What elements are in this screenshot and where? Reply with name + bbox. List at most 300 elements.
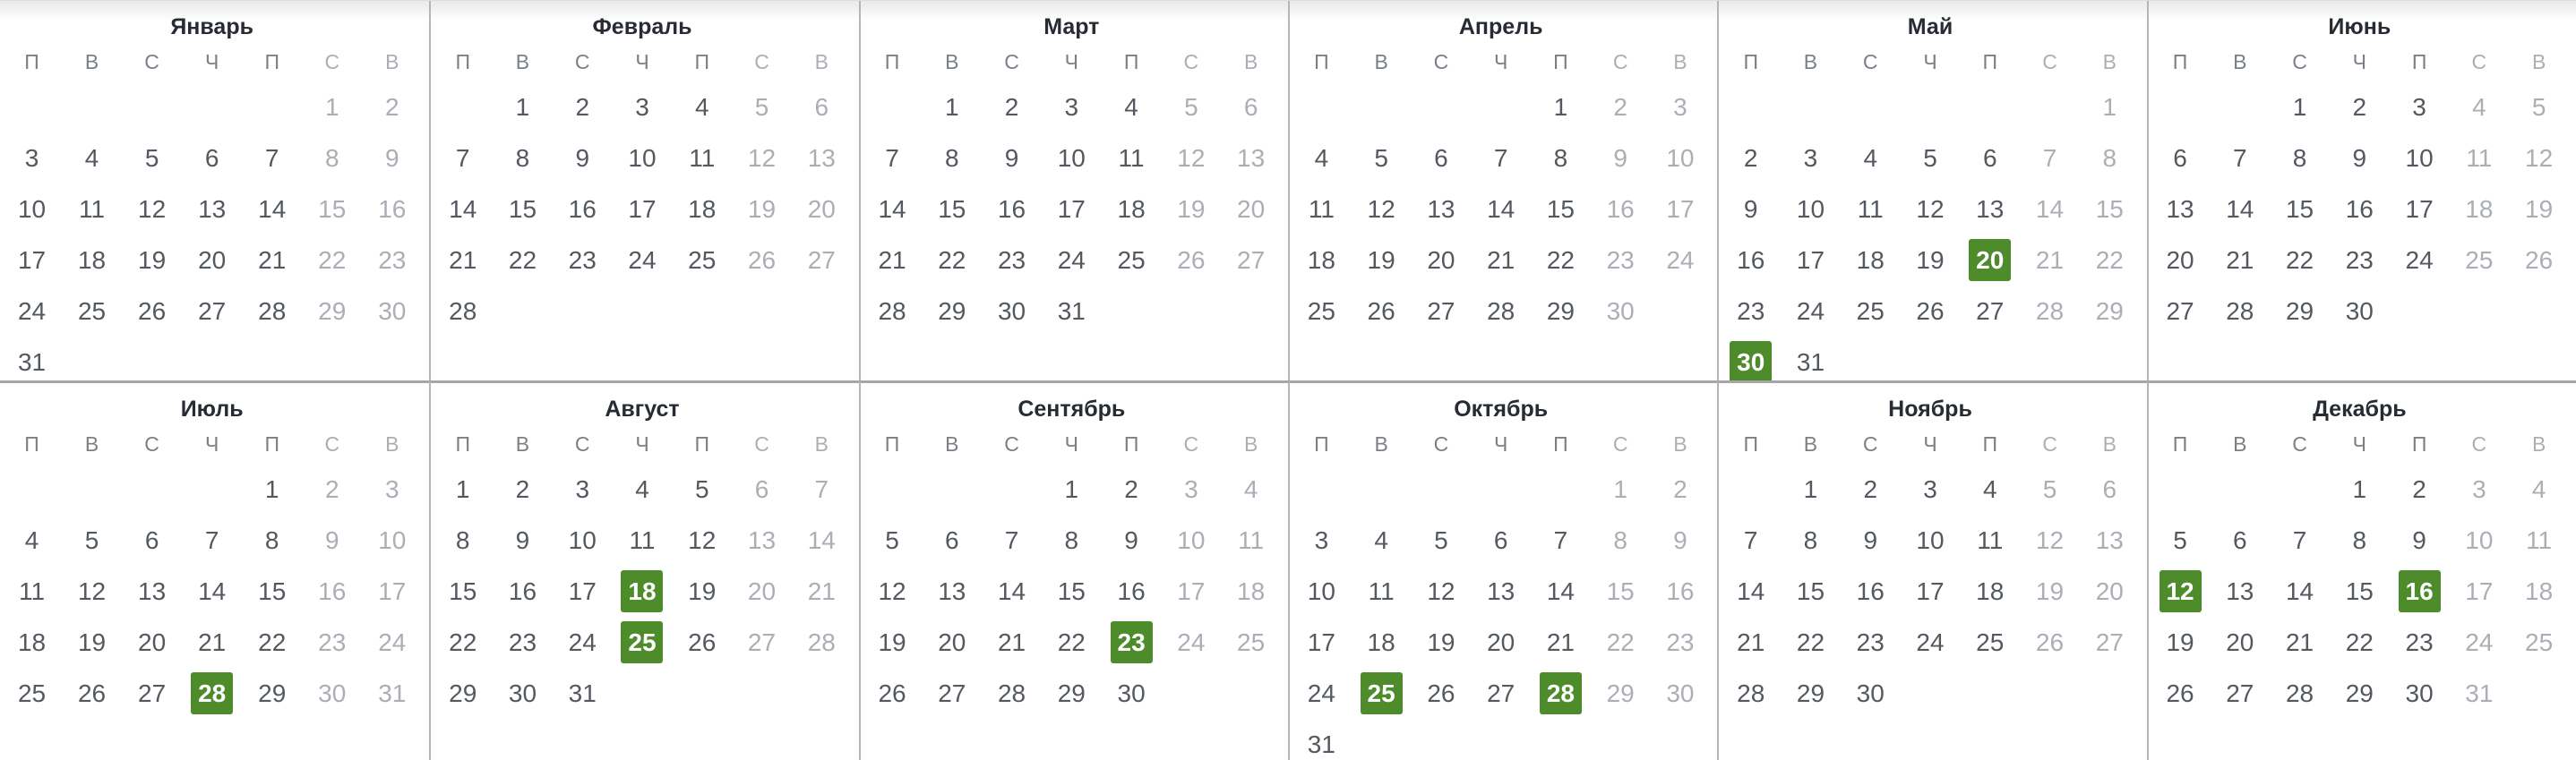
day-cell (362, 286, 422, 337)
day-cell (182, 566, 242, 617)
weekday-header-cell: Ч (2352, 431, 2366, 456)
weekday-header-cell: В (2233, 431, 2247, 456)
day-cell-highlighted[interactable] (613, 566, 673, 617)
day-cell (2270, 132, 2330, 184)
weekday-header-cell: П (455, 431, 470, 456)
day-cell (1841, 286, 1901, 337)
day-cell-highlighted[interactable] (1721, 337, 1781, 380)
day-cell (1841, 464, 1901, 515)
day-cell (302, 464, 362, 515)
day-cell (302, 235, 362, 286)
empty-cell (613, 337, 673, 380)
day-number: 21 (878, 245, 906, 274)
day-cell (1471, 617, 1531, 668)
day-number: 16 (1666, 576, 1695, 605)
day-cell (1221, 235, 1281, 286)
day-cell (242, 184, 302, 235)
day-cell-highlighted[interactable] (2151, 566, 2211, 617)
day-cell (2509, 81, 2569, 132)
day-number: 17 (1177, 576, 1206, 605)
day-cell (2080, 515, 2140, 566)
day-number: 28 (1487, 296, 1516, 325)
day-cell (1102, 464, 1162, 515)
empty-cell (863, 719, 923, 760)
day-cell (1042, 566, 1102, 617)
day-number: 28 (258, 296, 287, 325)
empty-cell (1102, 337, 1162, 380)
day-cell (732, 235, 792, 286)
day-number: 11 (2526, 525, 2553, 554)
month-title: Июль (180, 397, 244, 422)
empty-cell (922, 337, 982, 380)
day-cell (433, 566, 493, 617)
day-number: 10 (2405, 143, 2434, 172)
day-number: 25 (1976, 628, 2005, 656)
month-panel (2147, 1, 2576, 380)
day-cell (1102, 184, 1162, 235)
day-number: 9 (1124, 525, 1138, 554)
day-number: 14 (2285, 576, 2314, 605)
weekday-header-cell: В (2102, 431, 2117, 456)
day-cell (1042, 184, 1102, 235)
day-cell (982, 235, 1042, 286)
day-cell-highlighted[interactable] (1531, 668, 1591, 719)
weekday-header-cell: Ч (1923, 431, 1937, 456)
day-cell (362, 515, 422, 566)
weekday-header-cell: С (2292, 431, 2307, 456)
day-number: 2 (2412, 474, 2426, 503)
day-number: 10 (1916, 525, 1945, 554)
day-cell (553, 566, 613, 617)
day-cell (553, 235, 613, 286)
month-panel (1717, 1, 2146, 380)
day-number: 7 (885, 143, 899, 172)
day-number: 8 (1613, 525, 1627, 554)
day-number: 23 (2405, 628, 2434, 656)
empty-cell (982, 719, 1042, 760)
day-cell (1531, 184, 1591, 235)
day-cell (122, 184, 182, 235)
empty-cell (362, 337, 422, 380)
month-panel (1288, 1, 1717, 380)
day-number: 16 (508, 576, 537, 605)
day-number: 21 (2285, 628, 2314, 656)
day-number: 4 (84, 143, 99, 172)
day-number: 23 (1666, 628, 1695, 656)
day-cell (792, 184, 852, 235)
day-cell (1471, 286, 1531, 337)
day-cell (2330, 464, 2390, 515)
weekday-header-row (1721, 424, 2139, 464)
day-cell (493, 566, 553, 617)
day-number: 18 (1237, 576, 1266, 605)
day-cell (1102, 515, 1162, 566)
day-number: 19 (1427, 628, 1455, 656)
day-cell (2449, 235, 2509, 286)
day-number: 27 (198, 296, 227, 325)
day-number: 29 (938, 296, 966, 325)
day-number: 12 (2525, 143, 2554, 172)
weekday-header-cell: П (1743, 431, 1758, 456)
empty-cell (922, 464, 982, 515)
days-grid (863, 464, 1281, 760)
day-cell (1352, 235, 1412, 286)
day-number: 21 (807, 576, 836, 605)
day-number: 19 (77, 628, 107, 656)
weekday-header-cell: В (945, 431, 959, 456)
empty-cell (2270, 337, 2330, 380)
day-cell (672, 617, 732, 668)
day-cell (2151, 235, 2211, 286)
weekday-header-cell: П (1553, 431, 1568, 456)
empty-cell (922, 719, 982, 760)
day-number: 26 (747, 245, 777, 274)
empty-cell (1721, 719, 1781, 760)
day-cell (1841, 235, 1901, 286)
month-title: Июнь (2328, 14, 2391, 39)
day-number: 30 (1606, 296, 1635, 325)
day-cell (1042, 81, 1102, 132)
day-number: 1 (1064, 474, 1079, 503)
day-cell (2390, 132, 2450, 184)
day-cell (1042, 132, 1102, 184)
day-number: 23 (2345, 245, 2374, 274)
day-number: 26 (878, 679, 906, 707)
day-cell (1960, 464, 2020, 515)
day-number: 24 (17, 296, 47, 325)
day-number: 1 (2292, 92, 2307, 121)
day-cell (362, 464, 422, 515)
day-cell (1781, 566, 1841, 617)
day-cell-highlighted[interactable] (1960, 235, 2020, 286)
empty-cell (1352, 81, 1412, 132)
weekday-header-cell: В (1243, 49, 1258, 73)
day-cell (1721, 132, 1781, 184)
day-number: 8 (1553, 143, 1568, 172)
day-number: 24 (378, 628, 407, 656)
empty-cell (2020, 81, 2080, 132)
day-number: 28 (878, 296, 906, 325)
day-cell (182, 286, 242, 337)
day-cell (2020, 132, 2080, 184)
day-number: 5 (1923, 143, 1937, 172)
day-number: 30 (1730, 341, 1772, 380)
day-number: 25 (2525, 628, 2554, 656)
day-cell (1721, 566, 1781, 617)
day-cell (2020, 566, 2080, 617)
weekday-header-cell: С (1433, 49, 1449, 73)
day-number: 17 (378, 576, 407, 605)
day-cell (2210, 668, 2270, 719)
day-number: 23 (508, 628, 537, 656)
day-cell (1591, 464, 1651, 515)
empty-cell (1901, 668, 1961, 719)
day-number: 30 (2405, 679, 2434, 707)
day-cell-highlighted[interactable] (182, 668, 242, 719)
day-cell (1102, 668, 1162, 719)
day-cell (1901, 617, 1961, 668)
day-number: 9 (2412, 525, 2426, 554)
weekday-header-cell: П (1314, 431, 1329, 456)
day-number: 20 (2226, 628, 2254, 656)
day-number: 10 (378, 525, 407, 554)
weekday-header-cell: В (814, 49, 829, 73)
day-cell (863, 617, 923, 668)
day-cell (2020, 184, 2080, 235)
day-cell (302, 617, 362, 668)
empty-cell (182, 337, 242, 380)
day-cell (1721, 184, 1781, 235)
day-number: 25 (2465, 245, 2494, 274)
day-number: 15 (2095, 194, 2124, 223)
days-grid (2151, 464, 2569, 760)
day-number: 16 (997, 194, 1026, 223)
day-number: 31 (568, 679, 597, 707)
day-cell-highlighted[interactable] (1352, 668, 1412, 719)
day-cell (2270, 617, 2330, 668)
day-number: 9 (575, 143, 590, 172)
day-cell (433, 286, 493, 337)
day-number: 16 (1856, 576, 1885, 605)
day-cell (182, 132, 242, 184)
day-cell (2390, 617, 2450, 668)
day-cell (982, 566, 1042, 617)
day-cell-highlighted[interactable] (1102, 617, 1162, 668)
day-cell (2509, 617, 2569, 668)
day-cell-highlighted[interactable] (613, 617, 673, 668)
day-number: 28 (191, 672, 233, 714)
day-number: 26 (2166, 679, 2194, 707)
empty-cell (672, 286, 732, 337)
day-number: 6 (2233, 525, 2247, 554)
day-cell (182, 617, 242, 668)
day-cell (122, 617, 182, 668)
day-number: 6 (1493, 525, 1508, 554)
empty-cell (1352, 719, 1412, 760)
empty-cell (1292, 337, 1352, 380)
day-cell (362, 235, 422, 286)
day-cell (922, 235, 982, 286)
day-cell (1901, 286, 1961, 337)
day-cell (1901, 464, 1961, 515)
empty-cell (1721, 81, 1781, 132)
day-cell (613, 235, 673, 286)
day-number: 1 (455, 474, 470, 503)
day-cell (863, 566, 923, 617)
day-cell (613, 464, 673, 515)
weekday-header-cell: П (1314, 49, 1329, 73)
day-number: 25 (1117, 245, 1146, 274)
day-number: 20 (1427, 245, 1455, 274)
empty-cell (613, 668, 673, 719)
day-cell (672, 184, 732, 235)
day-number: 19 (688, 576, 717, 605)
day-cell (613, 81, 673, 132)
empty-cell (1042, 719, 1102, 760)
empty-cell (2151, 337, 2211, 380)
day-number: 3 (635, 92, 649, 121)
day-number: 21 (1546, 628, 1575, 656)
day-number: 28 (997, 679, 1026, 707)
empty-cell (2210, 464, 2270, 515)
day-cell (2270, 235, 2330, 286)
day-cell (242, 132, 302, 184)
day-cell (2151, 617, 2211, 668)
day-cell (1781, 286, 1841, 337)
day-number: 20 (2095, 576, 2124, 605)
day-cell (2080, 464, 2140, 515)
day-number: 12 (77, 576, 107, 605)
day-number: 31 (1796, 347, 1825, 376)
day-cell (1352, 132, 1412, 184)
day-number: 24 (568, 628, 597, 656)
day-cell (1161, 515, 1221, 566)
empty-cell (732, 337, 792, 380)
day-number: 13 (1237, 143, 1266, 172)
empty-cell (2390, 286, 2450, 337)
weekday-header-cell: В (1803, 431, 1818, 456)
day-number: 21 (1737, 628, 1765, 656)
empty-cell (242, 81, 302, 132)
empty-cell (1102, 719, 1162, 760)
day-cell (1161, 132, 1221, 184)
day-number: 23 (1737, 296, 1765, 325)
day-number: 24 (1666, 245, 1695, 274)
empty-cell (792, 337, 852, 380)
weekday-header-cell: С (754, 49, 769, 73)
day-number: 2 (2352, 92, 2367, 121)
day-number: 6 (945, 525, 959, 554)
day-cell (2509, 235, 2569, 286)
day-cell (1721, 286, 1781, 337)
day-cell (2, 668, 62, 719)
day-number: 15 (1796, 576, 1825, 605)
day-number: 27 (747, 628, 777, 656)
weekday-header-cell: Ч (204, 431, 219, 456)
month-title: Декабрь (2313, 397, 2407, 422)
empty-cell (2, 719, 62, 760)
weekday-header-cell: Ч (1493, 431, 1508, 456)
empty-cell (2449, 286, 2509, 337)
empty-cell (1651, 286, 1711, 337)
day-cell (1651, 184, 1711, 235)
day-cell (2449, 81, 2509, 132)
day-cell (2151, 668, 2211, 719)
weekday-header-cell: В (1803, 49, 1818, 73)
day-cell (302, 286, 362, 337)
day-cell (1292, 566, 1352, 617)
day-number: 10 (1177, 525, 1206, 554)
day-number: 20 (2166, 245, 2194, 274)
day-cell (553, 464, 613, 515)
day-number: 23 (568, 245, 597, 274)
day-number: 24 (628, 245, 657, 274)
day-cell (62, 668, 122, 719)
day-number: 25 (688, 245, 717, 274)
day-number: 9 (2352, 143, 2367, 172)
day-cell (1102, 235, 1162, 286)
day-number: 22 (1057, 628, 1086, 656)
day-cell (1651, 515, 1711, 566)
day-number: 18 (1856, 245, 1885, 274)
day-number: 4 (1124, 92, 1138, 121)
empty-cell (1960, 81, 2020, 132)
day-cell (242, 668, 302, 719)
day-cell (1841, 132, 1901, 184)
day-cell (922, 566, 982, 617)
day-number: 14 (258, 194, 287, 223)
empty-cell (1651, 719, 1711, 760)
weekday-header-cell: В (1673, 431, 1687, 456)
day-cell (1292, 719, 1352, 760)
day-number: 13 (1427, 194, 1455, 223)
day-number: 19 (1177, 194, 1206, 223)
day-number: 14 (2226, 194, 2254, 223)
day-cell (1102, 132, 1162, 184)
day-number: 15 (449, 576, 477, 605)
day-cell (672, 81, 732, 132)
day-cell (553, 184, 613, 235)
empty-cell (1221, 668, 1281, 719)
day-number: 23 (1111, 621, 1153, 663)
empty-cell (2080, 337, 2140, 380)
weekday-header-cell: С (324, 49, 340, 73)
empty-cell (62, 719, 122, 760)
empty-cell (493, 337, 553, 380)
days-grid (2, 81, 422, 380)
day-number: 18 (621, 570, 663, 612)
day-cell (362, 184, 422, 235)
day-number: 6 (204, 143, 219, 172)
day-number: 3 (1803, 143, 1818, 172)
day-cell (242, 566, 302, 617)
day-cell (122, 235, 182, 286)
days-grid (2, 464, 422, 760)
empty-cell (2151, 81, 2211, 132)
day-number: 2 (1863, 474, 1878, 503)
days-grid (433, 81, 851, 380)
empty-cell (2, 81, 62, 132)
empty-cell (982, 337, 1042, 380)
day-number: 25 (17, 679, 47, 707)
weekday-header-cell: С (1004, 431, 1019, 456)
day-cell (1292, 132, 1352, 184)
weekday-header-cell: П (2172, 431, 2188, 456)
day-number: 27 (1976, 296, 2005, 325)
empty-cell (122, 464, 182, 515)
month-title: Октябрь (1454, 397, 1549, 422)
day-cell (2080, 184, 2140, 235)
empty-cell (1531, 719, 1591, 760)
empty-cell (302, 337, 362, 380)
day-cell (1960, 515, 2020, 566)
day-number: 27 (138, 679, 167, 707)
day-cell (613, 515, 673, 566)
day-cell (1352, 184, 1412, 235)
empty-cell (62, 337, 122, 380)
day-cell (1042, 286, 1102, 337)
weekday-header-cell: В (385, 49, 399, 73)
day-cell (493, 184, 553, 235)
day-cell (62, 617, 122, 668)
day-number: 20 (138, 628, 167, 656)
days-grid (2151, 81, 2569, 380)
day-number: 1 (324, 92, 339, 121)
weekday-header-cell: В (515, 49, 530, 73)
day-cell (1352, 566, 1412, 617)
day-cell-highlighted[interactable] (2390, 566, 2450, 617)
weekday-header-cell: С (754, 431, 769, 456)
